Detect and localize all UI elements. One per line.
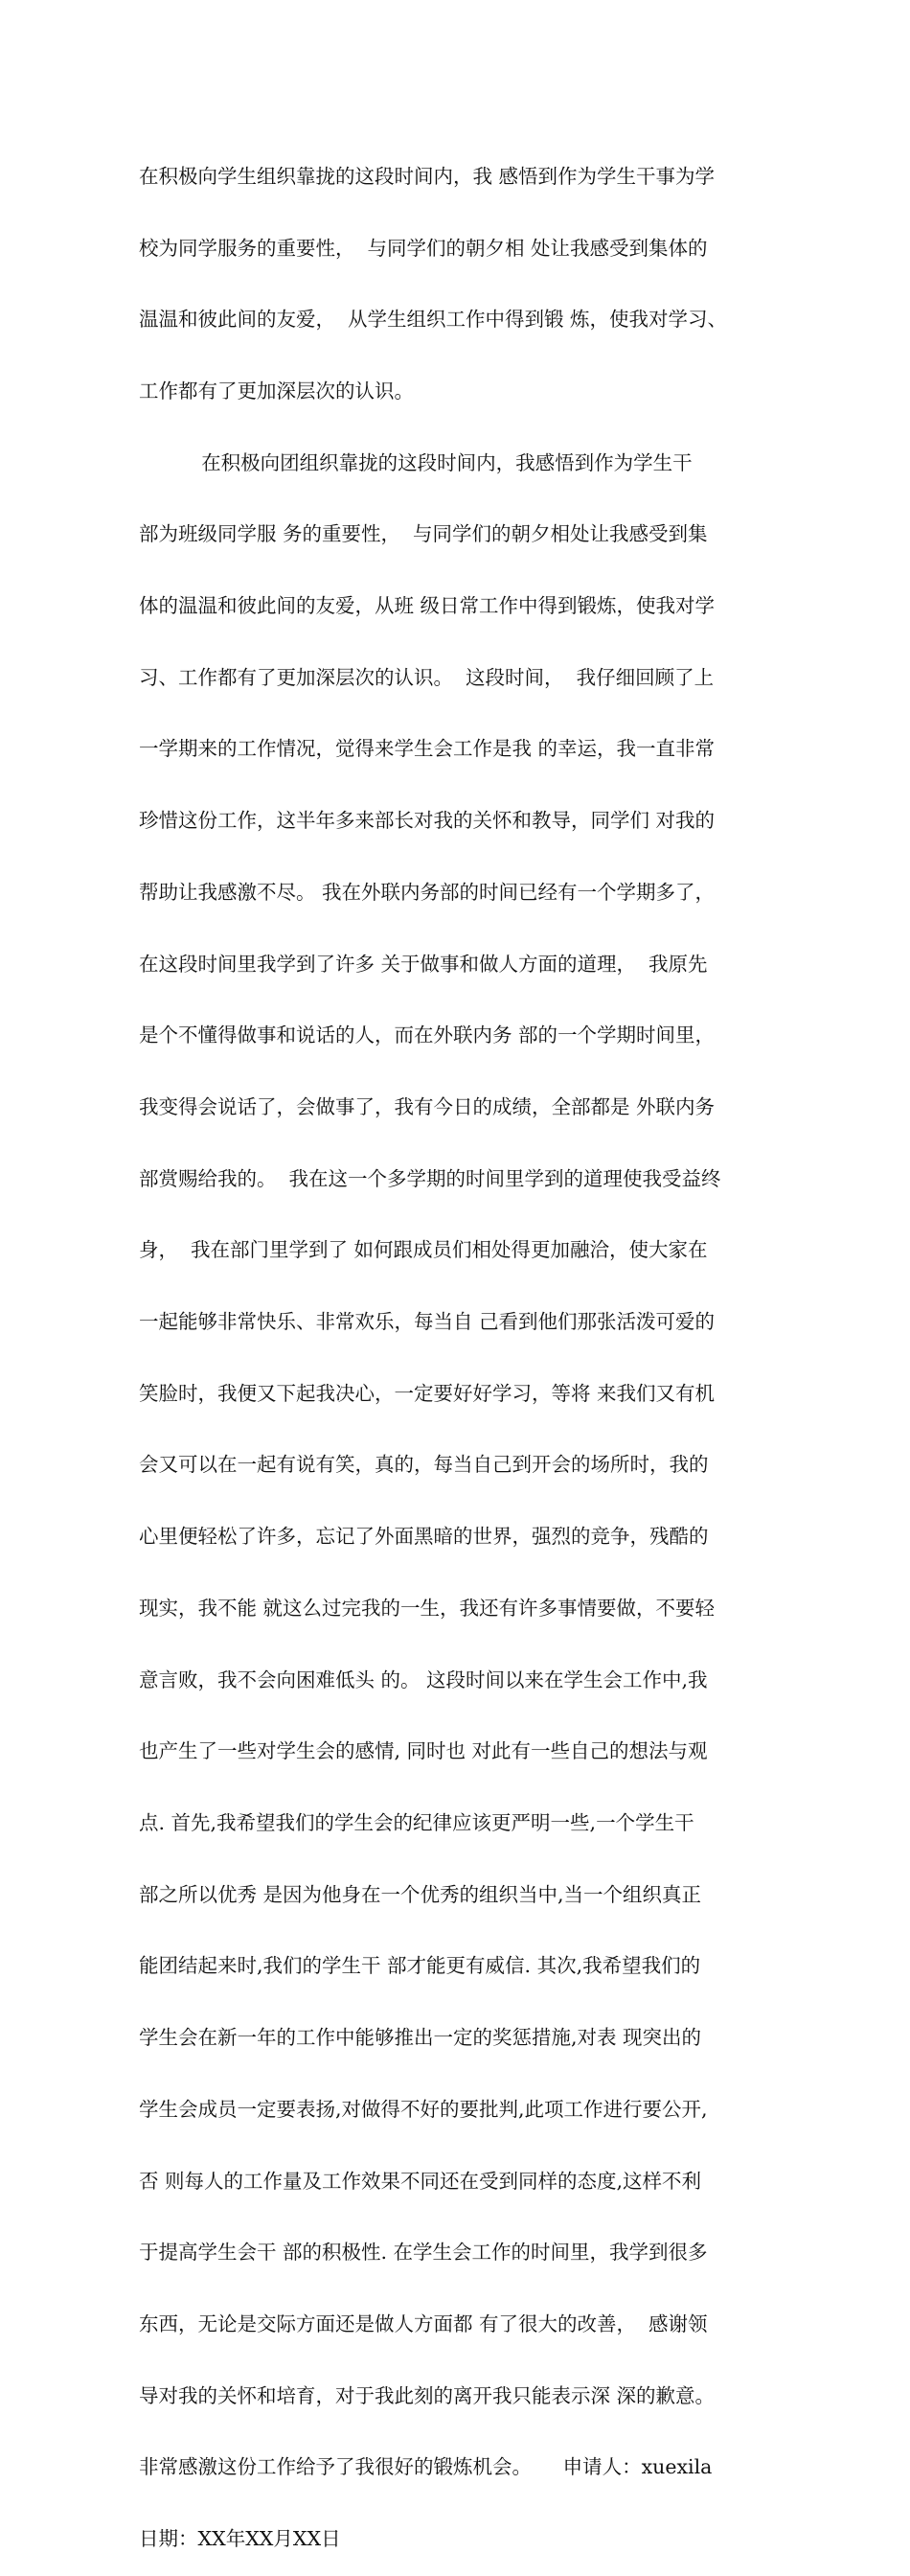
- text-line: 在积极向团组织靠拢的这段时间内，我感悟到作为学生干: [139, 450, 693, 474]
- text-line: 否 则每人的工作量及工作效果不同还在受到同样的态度,这样不利: [139, 2169, 702, 2193]
- text-line: 点. 首先,我希望我们的学生会的纪律应该更严明一些,一个学生干: [139, 1810, 694, 1834]
- text-line: 身， 我在部门里学到了 如何跟成员们相处得更加融洽，使大家在: [139, 1238, 708, 1262]
- text-line: 一起能够非常快乐、非常欢乐，每当自 己看到他们那张活泼可爱的: [139, 1310, 716, 1334]
- text-line: 珍惜这份工作，这半年多来部长对我的关怀和教导，同学们 对我的: [139, 809, 716, 833]
- text-line: 导对我的关怀和培育，对于我此刻的离开我只能表示深 深的歉意。: [139, 2383, 716, 2407]
- text-line: 现实，我不能 就这么过完我的一生，我还有许多事情要做，不要轻: [139, 1596, 716, 1620]
- text-line: 帮助让我感激不尽。 我在外联内务部的时间已经有一个学期多了，: [139, 880, 716, 904]
- text-line: 在这段时间里我学到了许多 关于做事和做人方面的道理， 我原先: [139, 952, 708, 976]
- text-line: 部之所以优秀 是因为他身在一个优秀的组织当中,当一个组织真正: [139, 1882, 702, 1906]
- date-line: 日期：XX年XX月XX日: [139, 2527, 341, 2551]
- signature-line: 非常感激这份工作给予了我很好的锻炼机会。 申请人：xuexila: [139, 2455, 713, 2479]
- text-line: 会又可以在一起有说有笑，真的，每当自己到开会的场所时，我的: [139, 1453, 709, 1477]
- text-line: 意言败，我不会向困难低头 的。 这段时间以来在学生会工作中,我: [139, 1668, 708, 1691]
- text-line: 部为班级同学服 务的重要性， 与同学们的朝夕相处让我感受到集: [139, 522, 708, 546]
- text-line: 一学期来的工作情况，觉得来学生会工作是我 的幸运，我一直非常: [139, 737, 716, 761]
- text-line: 我变得会说话了，会做事了，我有今日的成绩，全部都是 外联内务: [139, 1094, 716, 1118]
- text-line: 工作都有了更加深层次的认识。: [139, 379, 414, 402]
- text-line: 体的温温和彼此间的友爱，从班 级日常工作中得到锻炼，使我对学: [139, 594, 716, 618]
- text-line: 笑脸时，我便又下起我决心，一定要好好学习，等将 来我们又有机: [139, 1381, 716, 1405]
- text-line: 能团结起来时,我们的学生干 部才能更有威信. 其次,我希望我们的: [139, 1954, 701, 1978]
- text-line: 温温和彼此间的友爱， 从学生组织工作中得到锻 炼，使我对学习、: [139, 308, 728, 332]
- text-line: 心里便轻松了许多，忘记了外面黑暗的世界，强烈的竞争，残酷的: [139, 1525, 709, 1549]
- text-line: 习、工作都有了更加深层次的认识。 这段时间， 我仔细回顾了上: [139, 665, 715, 689]
- letter-body: [139, 117, 790, 2576]
- text-line: 学生会在新一年的工作中能够推出一定的奖惩措施,对表 现突出的: [139, 2026, 702, 2050]
- text-line: 于提高学生会干 部的积极性. 在学生会工作的时间里，我学到很多: [139, 2241, 708, 2265]
- text-line: 在积极向学生组织靠拢的这段时间内，我 感悟到作为学生干事为学: [139, 164, 716, 188]
- text-line: 是个不懂得做事和说话的人，而在外联内务 部的一个学期时间里，: [139, 1024, 716, 1047]
- text-line: 也产生了一些对学生会的感情, 同时也 对此有一些自己的想法与观: [139, 1739, 708, 1763]
- text-line: 校为同学服务的重要性， 与同学们的朝夕相 处让我感受到集体的: [139, 236, 708, 260]
- text-line: 学生会成员一定要表扬,对做得不好的要批判,此项工作进行要公开,: [139, 2097, 708, 2121]
- text-line: 部赏赐给我的。 我在这一个多学期的时间里学到的道理使我受益终: [139, 1166, 721, 1190]
- text-line: 东西，无论是交际方面还是做人方面都 有了很大的改善， 感谢领: [139, 2312, 708, 2335]
